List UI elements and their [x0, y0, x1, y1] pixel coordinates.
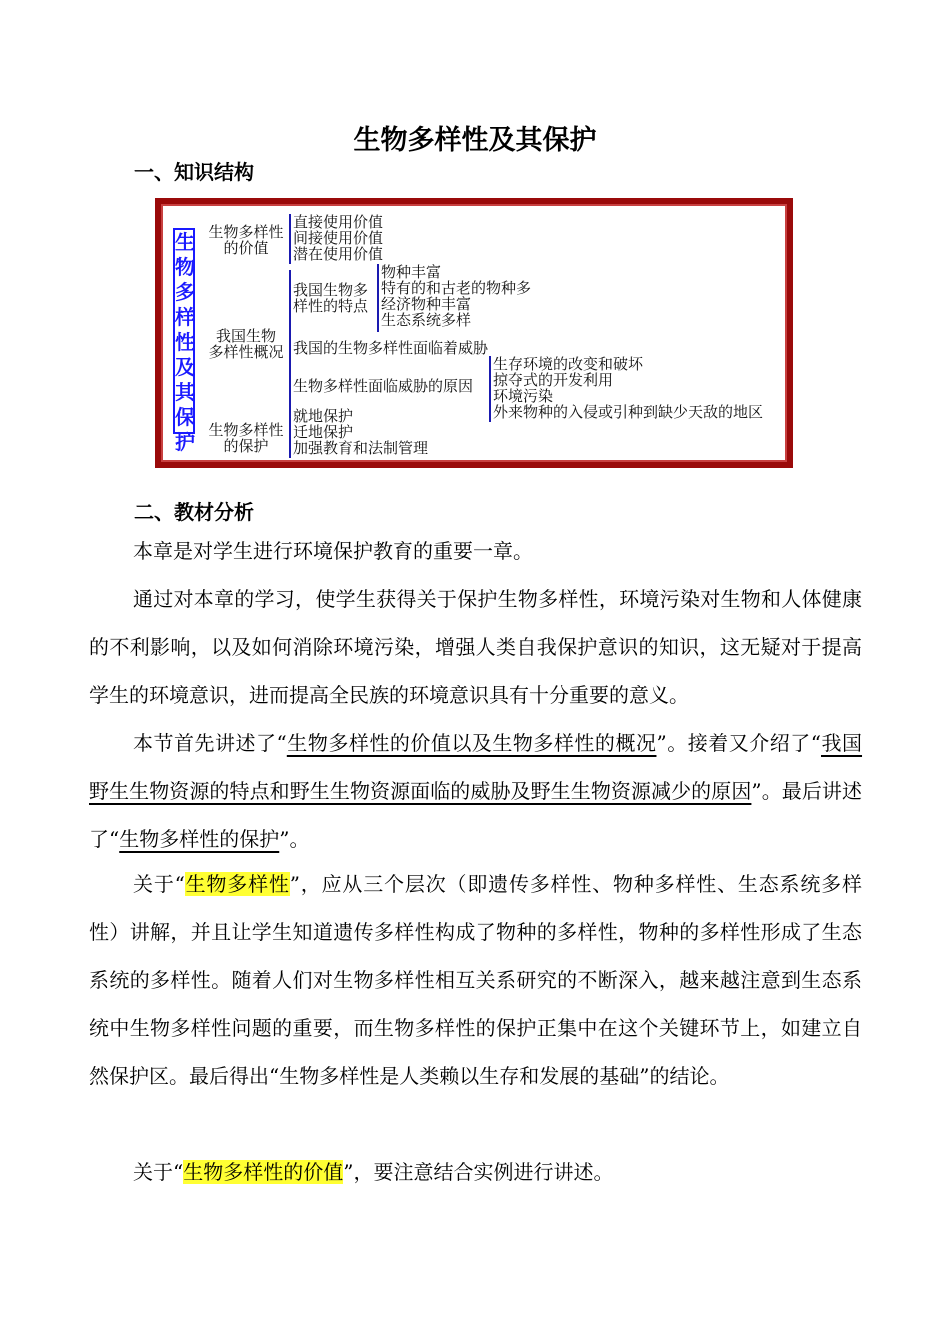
underlined-phrase: 生物多样性的价值以及生物多样性的概况 [286, 731, 657, 755]
section-heading-structure: 一、知识结构 [134, 160, 254, 184]
paragraph-4: 关于“生物多样性”，应从三个层次（即遗传多样性、物种多样性、生态系统多样性）讲解，并且让学生知道遗传多样性构成了物种的多样性，物种的多样性形成了生态系统的多样性。随着人们对生物多样性相互关系研究的不断深入，越来越注意到生态系统中生物多样性问题的重要，而生物多样性的保护正集中在这个关键环节上，如建立自然保护区。最后得出“生物多样性是人类赖以生存和发展的基础”的结论。 [89, 872, 862, 1088]
features-label: 我国生物多 样性的特点 [293, 281, 369, 315]
causes-bracket [489, 356, 491, 422]
value-item: 间接使用价值 [293, 229, 384, 247]
underlined-phrase: 我国野生生物资源的特点和野生生物资源面临的威胁及野生生物资源减少的原因 [89, 731, 863, 803]
paragraph-2: 通过对本章的学习，使学生获得关于保护生物多样性，环境污染对生物和人体健康的不利影响，以及如何消除环境污染，增强人类自我保护意识的知识，这无疑对于提高学生的环境意识，进而提高全民族的环境意识具有十分重要的意义。 [89, 587, 862, 707]
value-list [293, 214, 383, 262]
protection-item: 迁地保护 [293, 423, 354, 441]
protection-bracket [289, 408, 291, 458]
highlighted-phrase: 生物多样性的价值 [183, 1160, 344, 1184]
protection-item: 就地保护 [293, 407, 354, 425]
threat-text: 我国的生物多样性面临着威胁 [293, 339, 489, 357]
paragraph-5: 关于“生物多样性的价值”，要注意结合实例进行讲述。 [133, 1160, 614, 1184]
page-title: 生物多样性及其保护 [353, 125, 597, 156]
protection-list [293, 408, 428, 456]
causes-list [493, 356, 763, 420]
value-bracket [289, 214, 291, 264]
feature-item: 特有的和古老的物种多 [381, 279, 532, 297]
value-item: 直接使用价值 [293, 213, 384, 231]
cause-item: 生存环境的改变和破坏 [493, 355, 644, 373]
paragraph-3: 本节首先讲述了“生物多样性的价值以及生物多样性的概况”。接着又介绍了“我国野生生物资源的特点和野生生物资源面临的威胁及野生生物资源减少的原因”。最后讲述了“生物多样性的保护”。 [89, 731, 863, 851]
overview-bracket [289, 270, 291, 410]
feature-item: 物种丰富 [381, 263, 442, 281]
paragraph-1: 本章是对学生进行环境保护教育的重要一章。 [133, 539, 533, 563]
protection-item: 加强教育和法制管理 [293, 439, 429, 457]
cause-item: 外来物种的入侵或引种到缺少天敌的地区 [493, 403, 764, 421]
protection-label: 生物多样性 的保护 [208, 421, 284, 455]
knowledge-structure-diagram [155, 198, 793, 468]
value-label: 生物多样性 的价值 [208, 223, 284, 257]
highlighted-phrase: 生物多样性 [184, 872, 290, 896]
cause-item: 掠夺式的开发利用 [493, 371, 614, 389]
features-bracket [377, 264, 379, 332]
overview-label: 我国生物 多样性概况 [208, 327, 284, 361]
feature-item: 经济物种丰富 [381, 295, 472, 313]
features-list [381, 264, 531, 328]
cause-item: 环境污染 [493, 387, 554, 405]
feature-item: 生态系统多样 [381, 311, 472, 329]
causes-label: 生物多样性面临威胁的原因 [293, 377, 474, 395]
section-heading-analysis: 二、教材分析 [134, 500, 254, 524]
value-item: 潜在使用价值 [293, 245, 384, 263]
diagram-root-title: 生物多样性及其保护 [175, 230, 195, 454]
underlined-phrase: 生物多样性的保护 [119, 827, 280, 851]
